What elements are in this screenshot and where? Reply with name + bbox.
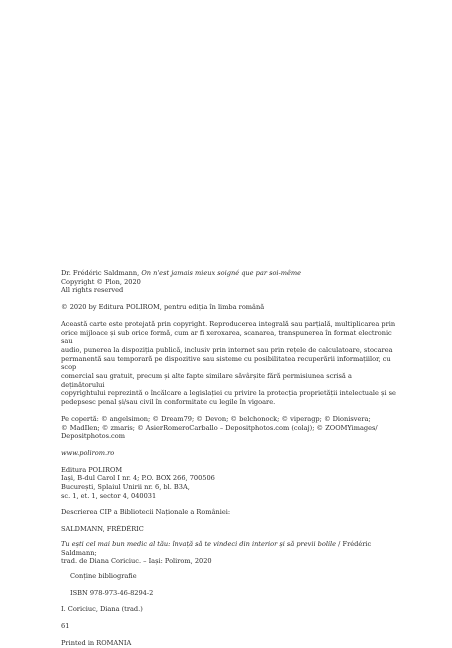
copyright-notice [61,320,396,407]
notice-line: orice mijloace și sub orice formă, cum ar fi xeroxarea, scanarea, transpunerea în format electronic sau [61,328,392,346]
notice-line: comercial sau gratuit, precum și alte fapte similare săvârșite fără permisiunea scrisă a deținătorului [61,372,352,389]
address-line: sc. 1, et. 1, sector 4, 040031 [61,491,157,500]
cover-credits-line: © MadIlen; © zmaris; © AsierRomeroCarballo – Depositphotos.com (colaj); © ZOOMYimages/ [61,423,378,432]
original-edition-line [61,269,396,278]
cip-classification: 61 [61,622,70,631]
original-copyright: Copyright © Plon, 2020 [61,277,141,286]
original-author: Dr. Frédéric Saldmann, [61,269,140,277]
printed-in: Printed in ROMANIA [61,638,132,647]
cip-bibliography: Conține bibliografie [70,571,137,580]
address-line: Iași, B-dul Carol I nr. 4; P.O. BOX 266, 700506 [61,474,215,483]
cip-translator: I. Coriciuc, Diana (trad.) [61,605,143,614]
publisher-website: www.polirom.ro [61,448,115,457]
notice-line: pedepsesc penal și/sau civil în conformitate cu legile în vigoare. [61,398,276,407]
rights-reserved: All rights reserved [61,286,124,295]
edition-copyright: © 2020 by Editura POLIROM, pentru ediția în limba română [61,303,265,312]
cip-author: SALDMANN, FRÉDÉRIC [61,525,144,534]
copyright-block [61,269,396,648]
notice-line: permanentă sau temporară pe dispozitive sau sisteme cu posibilitatea recuperării informațiilor, cu scop [61,354,391,372]
notice-line: copyrightului reprezintă o încălcare a legislației cu privire la protecția proprietății intelectuale și se [61,389,396,398]
publisher-address [61,466,396,501]
cip-title-italic: Tu ești cel mai bun medic al tău: învață să te vindeci din interior și să previi bolile [61,539,337,548]
address-line: București, Splaiul Unirii nr. 6, bl. B3A, [61,483,190,492]
cover-credits [61,415,396,441]
cip-translation: trad. de Diana Coriciuc. – Iași: Polirom, 2020 [61,557,212,566]
cover-credits-line: Pe copertă: © angelsimon; © Dream79; © Devon; © belchonock; © viperagp; © Dionisvera; [61,414,371,423]
notice-line: audio, punerea la dispoziția publică, inclusiv prin internet sau prin rețele de calculatoare, stocarea [61,345,393,354]
original-title: On n'est jamais mieux soigné que par soi-même [141,269,302,277]
cip-title [61,540,396,557]
cip-heading: Descrierea CIP a Bibliotecii Naționale a României: [61,508,231,517]
isbn: ISBN 978-973-46-8294-2 [70,588,154,597]
publisher-name: Editura POLIROM [61,465,123,474]
cip-title-rest: / Frédéric Saldmann; [61,539,372,557]
notice-line: Această carte este protejată prin copyright. Reproducerea integrală sau parțială, multiplicarea prin [61,319,396,328]
cover-credits-line: Depositphotos.com [61,432,125,441]
